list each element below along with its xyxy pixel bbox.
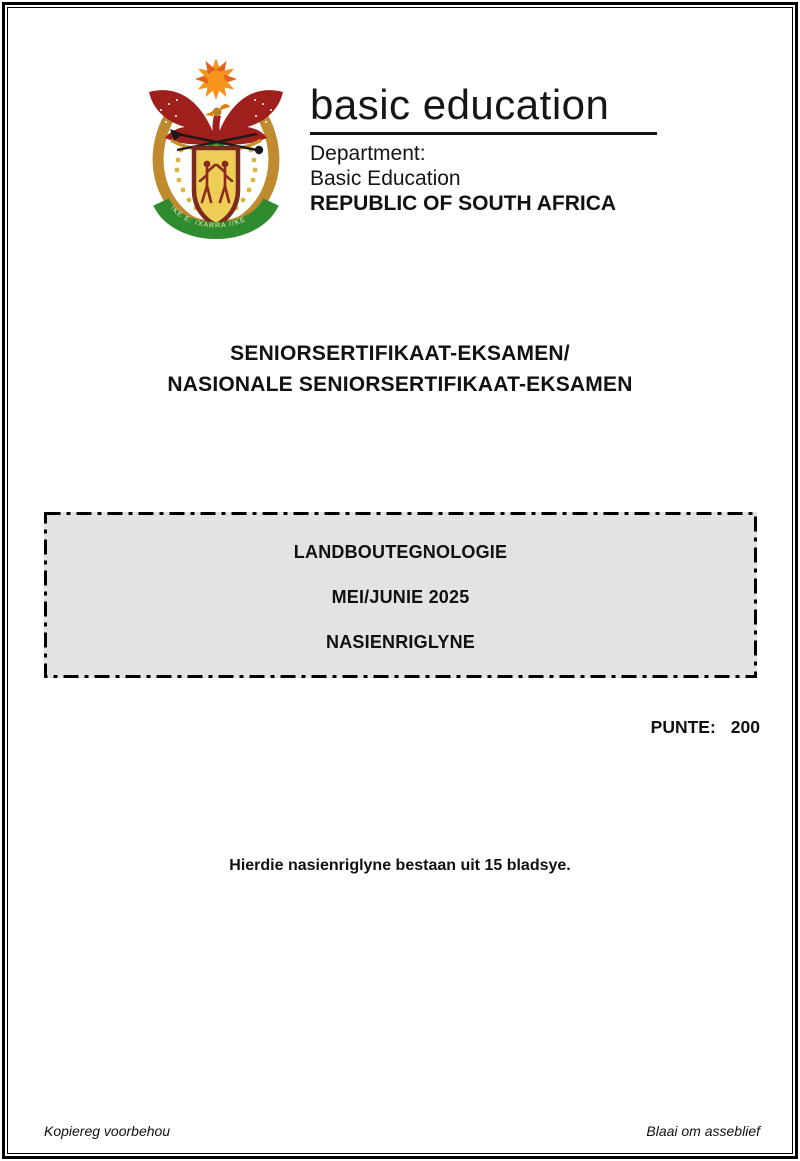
subject-box-content [44, 512, 757, 678]
sun-icon [195, 58, 237, 100]
page-count-note: Hierdie nasienriglyne bestaan uit 15 bladsye. [229, 857, 571, 874]
exam-session: MEI/JUNIE 2025 [331, 587, 470, 607]
marks-value: 200 [730, 717, 760, 737]
exam-title-line2: NASIONALE SENIORSERTIFIKAAT-EKSAMEN [167, 373, 633, 396]
motto-text: !KE E: /XARRA //KE [168, 204, 248, 230]
exam-title [0, 338, 800, 400]
marks-label: PUNTE: [650, 717, 716, 737]
subject-name: LANDBOUTEGNOLOGIE [293, 542, 508, 562]
subject-box [44, 512, 757, 678]
country-name: REPUBLIC OF SOUTH AFRICA [310, 192, 617, 215]
department-brand-block [310, 80, 680, 217]
department-label: Department: [310, 142, 426, 165]
document-type: NASIENRIGLYNE [326, 632, 475, 652]
wordmark-underline [310, 132, 657, 135]
coat-of-arms-logo [141, 52, 291, 242]
copyright-note: Kopiereg voorbehou [44, 1123, 171, 1139]
shield [194, 148, 238, 225]
marks-line [651, 717, 760, 738]
department-name: Basic Education [310, 167, 461, 190]
page-turn-note: Blaai om asseblief [646, 1123, 760, 1139]
exam-title-line1: SENIORSERTIFIKAAT-EKSAMEN/ [230, 342, 570, 365]
wordmark: basic education [310, 81, 610, 128]
